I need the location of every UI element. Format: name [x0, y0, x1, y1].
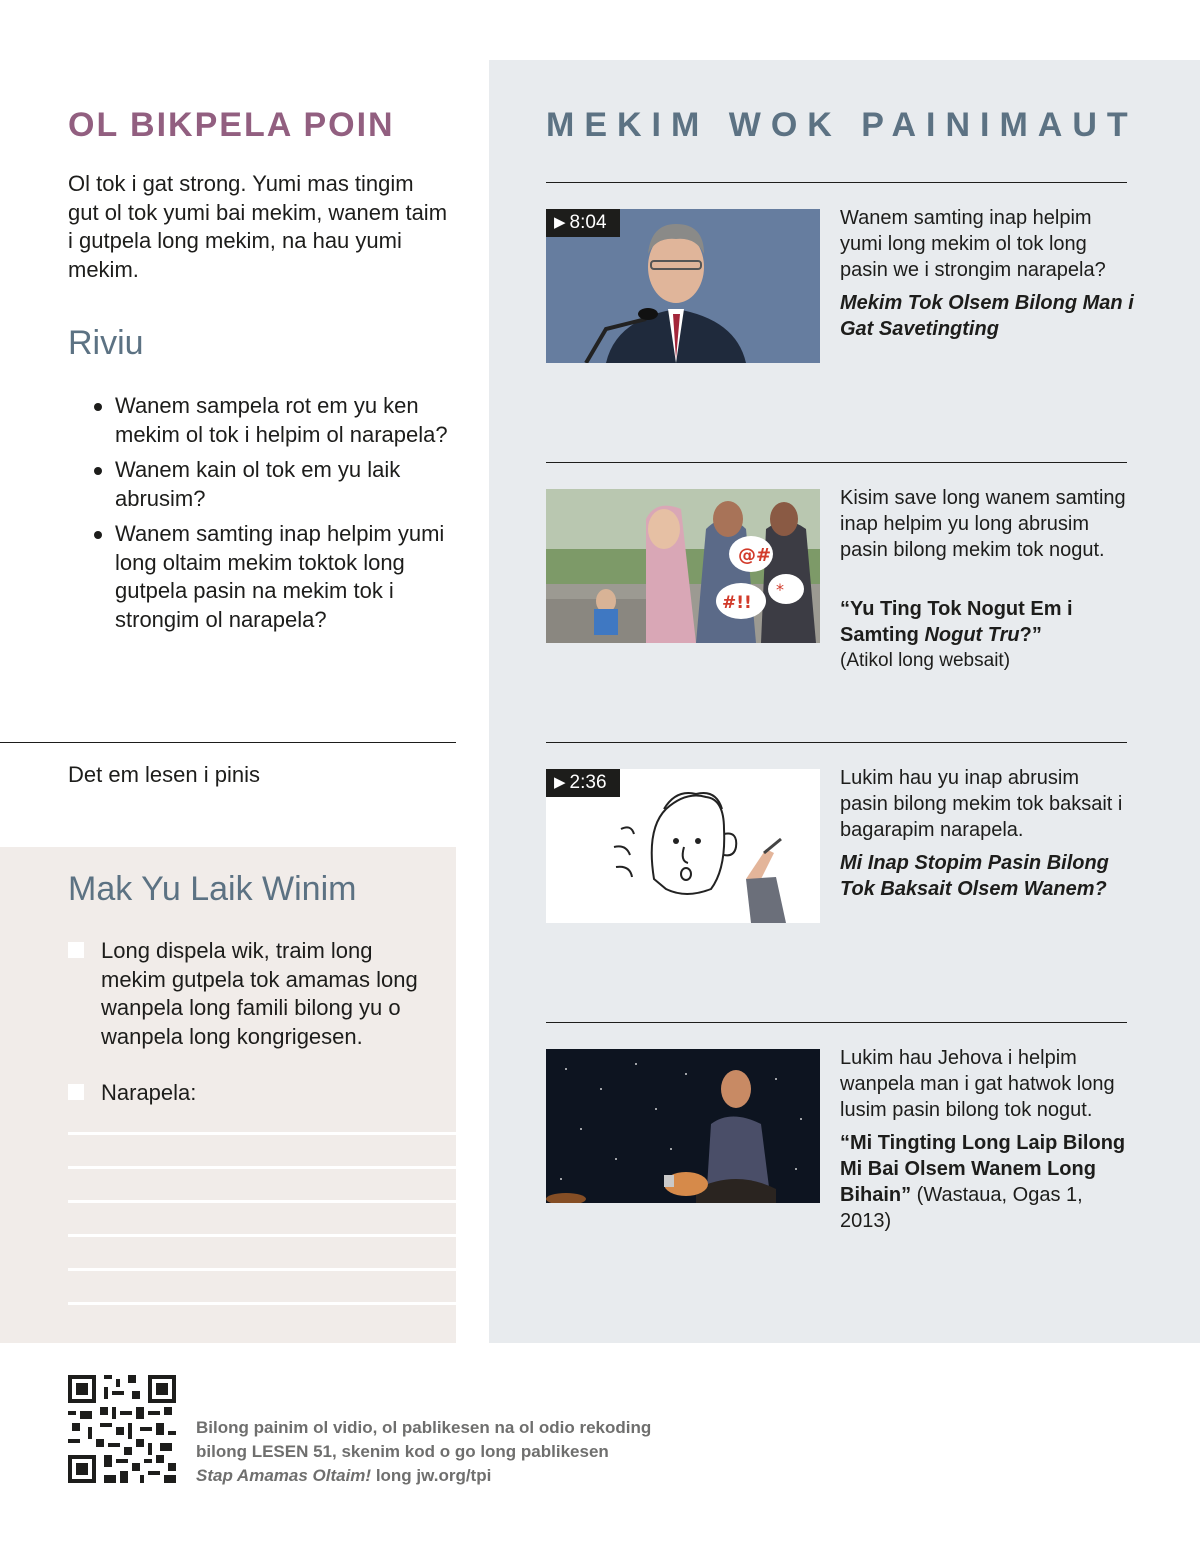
key-points-title: OL BIKPELA POIN — [68, 106, 395, 144]
resource-title-text[interactable]: Mi Inap Stopim Pasin Bilong Tok Baksait Olsem Wanem? — [840, 852, 1109, 900]
duration-text: 8:04 — [569, 212, 607, 233]
goal-item-text: Narapela: — [101, 1080, 197, 1105]
duration-text: 2:36 — [569, 772, 607, 793]
footer-link-text[interactable]: long jw.org/tpi — [371, 1466, 492, 1485]
resource-title-text[interactable]: ?” — [1019, 624, 1042, 646]
resource-title[interactable] — [840, 850, 1120, 902]
video-thumbnail[interactable] — [546, 209, 820, 363]
svg-text:@#: @# — [738, 545, 772, 566]
goal-title: Mak Yu Laik Winim — [68, 870, 357, 908]
svg-text:#!!: #!! — [722, 593, 752, 613]
checkbox-icon[interactable] — [68, 1084, 84, 1100]
article-thumbnail[interactable] — [546, 1049, 820, 1203]
resource-title-text[interactable]: “Yu Ting Tok Nogut Em i Samting — [840, 598, 1073, 646]
key-points-text: Ol tok i gat strong. Yumi mas tingim gut ol tok yumi bai mekim, wanem taim i gutpela long mekim, na hau yumi mekim. — [68, 171, 448, 282]
review-item: Wanem sampela rot em yu ken mekim ol tok i helpim ol narapela? — [92, 392, 464, 449]
resource-description: Wanem samting inap helpim yumi long mekim ol tok long pasin we i strongim narapela? — [840, 207, 1106, 281]
goal-item-other[interactable] — [68, 1079, 438, 1108]
divider — [0, 742, 456, 743]
goal-item-text: Long dispela wik, traim long mekim gutpela tok amamas long wanpela long famili bilong yu o wanpela long kongrigesen. — [101, 938, 418, 1049]
divider — [546, 462, 1127, 463]
write-line[interactable] — [68, 1132, 456, 1135]
divider — [546, 182, 1127, 183]
resource-note-italic: Wastaua, — [923, 1184, 1008, 1206]
review-item: Wanem kain ol tok em yu laik abrusim? — [92, 456, 464, 513]
checkbox-icon[interactable] — [68, 942, 84, 958]
goal-item[interactable] — [68, 937, 438, 1051]
write-line[interactable] — [68, 1200, 456, 1203]
write-line[interactable] — [68, 1268, 456, 1271]
footer-line: bilong LESEN 51, skenim kod o go long pablikesen — [196, 1442, 609, 1461]
article-thumbnail[interactable] — [546, 489, 820, 643]
resource-description: Kisim save long wanem samting inap helpim yu long abrusim pasin bilong mekim tok nogut. — [840, 487, 1126, 561]
resource-title-text[interactable]: “Mi Tingting Long Laip Bilong Mi Bai Olsem Wanem Long Bihain” — [840, 1132, 1126, 1206]
video-duration — [546, 769, 620, 797]
resource-note: Ogas 1, 2013) — [840, 1184, 1083, 1232]
resource-description: Lukim hau Jehova i helpim wanpela man i gat hatwok long lusim pasin bilong tok nogut. — [840, 1047, 1115, 1121]
write-line[interactable] — [68, 1166, 456, 1169]
review-list — [92, 392, 464, 641]
resource-note: ( — [911, 1184, 924, 1206]
write-line[interactable] — [68, 1302, 456, 1305]
practice-title: MEKIM WOK PAINIMAUT — [546, 106, 1138, 144]
svg-text:*: * — [776, 580, 784, 599]
footer-text — [196, 1416, 716, 1488]
write-line[interactable] — [68, 1234, 456, 1237]
publication-title: Stap Amamas Oltaim! — [196, 1466, 372, 1485]
resource-title[interactable] — [840, 596, 1080, 648]
review-title: Riviu — [68, 324, 144, 362]
divider — [546, 742, 1127, 743]
footer-line: Bilong painim ol vidio, ol pablikesen na ol odio rekoding — [196, 1418, 652, 1437]
resource-title-italic[interactable]: Nogut Tru — [924, 624, 1020, 646]
play-icon: ▶ — [554, 774, 566, 791]
video-thumbnail[interactable] — [546, 769, 820, 923]
play-icon: ▶ — [554, 214, 566, 231]
resource-note: (Atikol long websait) — [840, 650, 1011, 671]
resource-title[interactable] — [840, 290, 1140, 342]
review-item: Wanem samting inap helpim yumi long oltaim mekim toktok long gutpela pasin na mekim tok i strongim ol narapela? — [92, 520, 464, 634]
resource-description: Lukim hau yu inap abrusim pasin bilong mekim tok baksait i bagarapim narapela. — [840, 767, 1123, 841]
video-duration — [546, 209, 620, 237]
resource-title[interactable] — [840, 1130, 1130, 1234]
qr-code[interactable] — [68, 1375, 176, 1483]
divider — [546, 1022, 1127, 1023]
resource-title-text[interactable]: Mekim Tok Olsem Bilong Man i Gat Savetingting — [840, 292, 1134, 340]
lesson-completed-label: Det em lesen i pinis — [68, 762, 260, 787]
